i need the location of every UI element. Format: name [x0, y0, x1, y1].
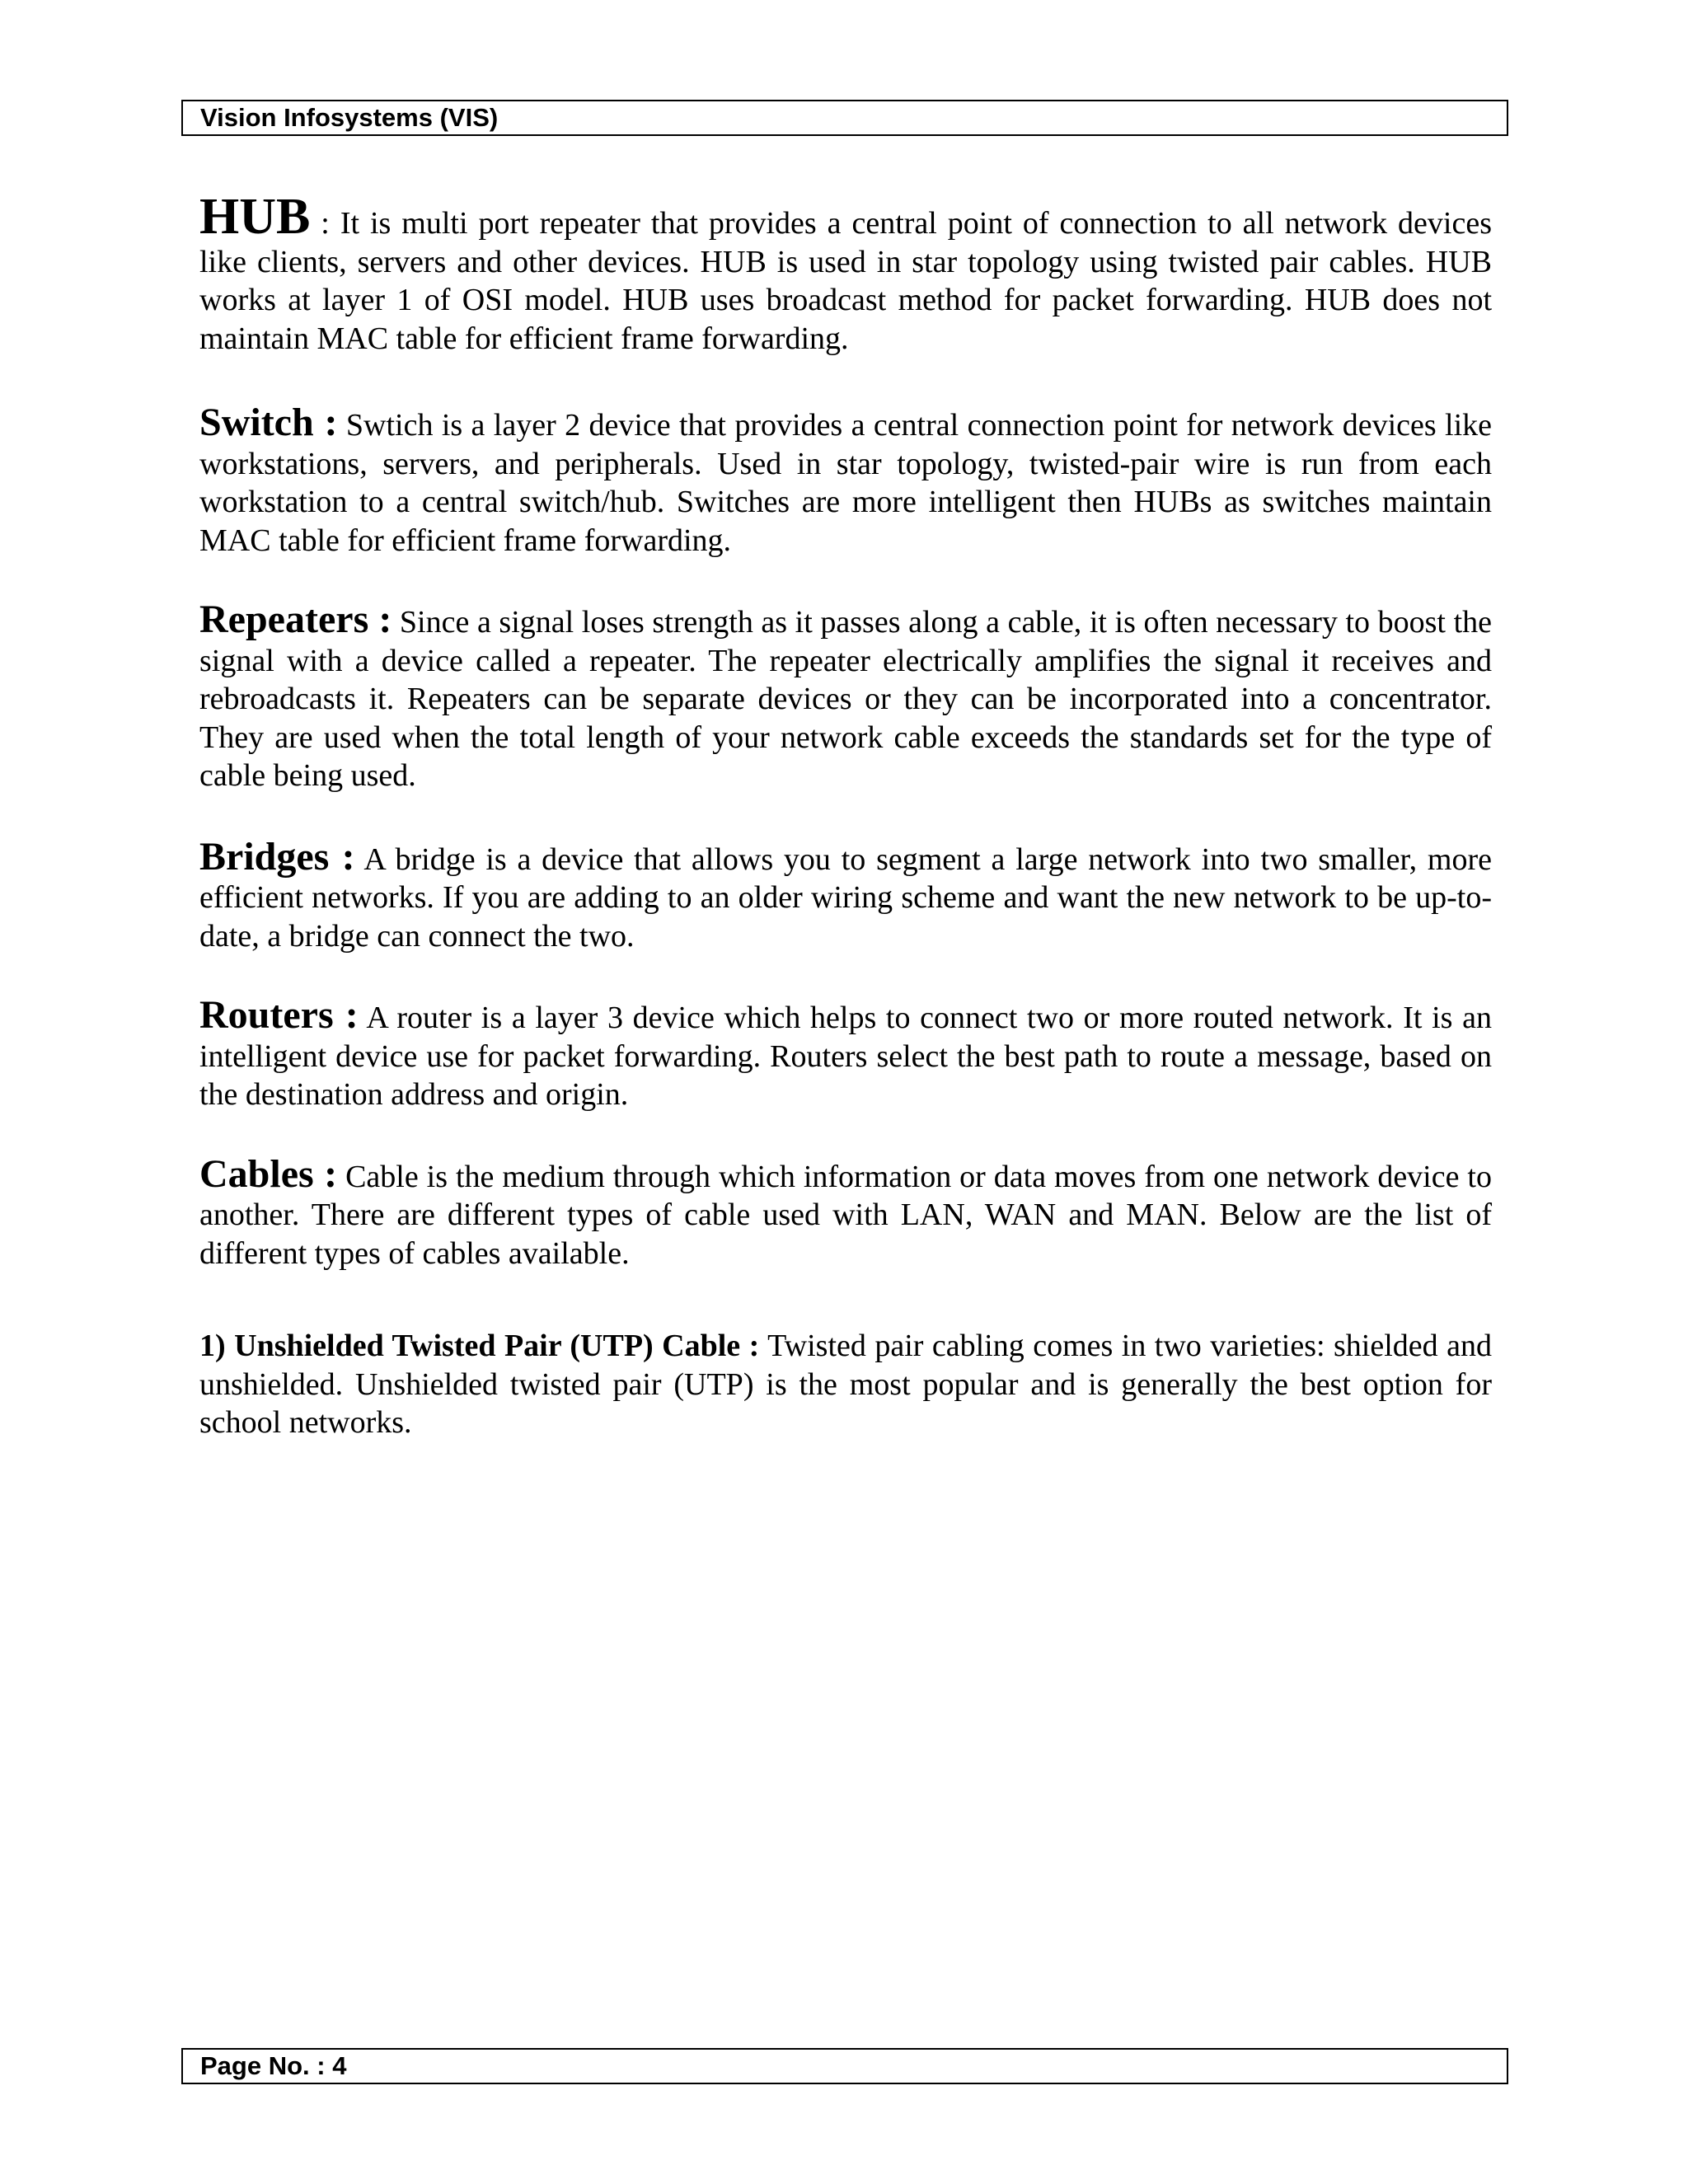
term-repeaters: Repeaters :	[199, 598, 392, 641]
page-footer	[181, 2048, 1508, 2084]
paragraph-hub	[199, 189, 1492, 358]
paragraph-cables	[199, 1151, 1492, 1273]
text-bridges: A bridge is a device that allows you to segment a large network into two smaller, more efficient networks. If you are adding to an older wiring scheme and want the new network to be up-to-date, a bridge can connect the two.	[199, 841, 1492, 954]
paragraph-switch	[199, 401, 1492, 560]
text-utp: Twisted pair cabling comes in two varieties: shielded and unshielded. Unshielded twisted pair (UTP) is the most popular and is generally the best option for school networks.	[199, 1329, 1492, 1440]
term-hub: HUB	[199, 189, 311, 245]
text-routers: A router is a layer 3 device which helps to connect two or more routed network. It is an intelligent device use for packet forwarding. Routers select the best path to route a message, based on the destination address and origin.	[199, 1001, 1492, 1112]
term-routers: Routers :	[199, 993, 359, 1037]
paragraph-repeaters	[199, 598, 1492, 795]
term-utp: 1) Unshielded Twisted Pair (UTP) Cable :	[199, 1329, 760, 1363]
term-cables: Cables :	[199, 1151, 338, 1196]
term-bridges: Bridges :	[199, 834, 355, 879]
paragraph-bridges	[199, 834, 1492, 956]
text-cables: Cable is the medium through which information or data moves from one network device to another. There are different types of cable used with LAN, WAN and MAN. Below are the list of different types of cables available.	[199, 1159, 1492, 1271]
text-repeaters: Since a signal loses strength as it passes along a cable, it is often necessary to boost the signal with a device called a repeater. The repeater electrically amplifies the signal it receives and rebroadcasts it. Repeaters can be separate devices or they can be incorporated into a concentrator. They are used when the total length of your network cable exceeds the standards set for the type of cable being used.	[199, 605, 1492, 793]
header-title: Vision Infosystems (VIS)	[200, 103, 499, 132]
paragraph-routers	[199, 993, 1492, 1114]
paragraph-utp	[199, 1327, 1492, 1442]
document-body	[199, 189, 1492, 1442]
page-header	[181, 100, 1508, 136]
page-number: Page No. : 4	[200, 2051, 347, 2080]
text-hub: : It is multi port repeater that provides a central point of connection to all network devices like clients, servers and other devices. HUB is used in star topology using twisted pair cables. HUB works at layer 1 of OSI model. HUB uses broadcast method for packet forwarding. HUB does not maintain MAC table for efficient frame forwarding.	[199, 206, 1492, 356]
text-switch: Swtich is a layer 2 device that provides a central connection point for network devices like workstations, servers, and peripherals. Used in star topology, twisted-pair wire is run from each workstation to a central switch/hub. Switches are more intelligent then HUBs as switches maintain MAC table for efficient frame forwarding.	[199, 408, 1492, 558]
term-switch: Switch :	[199, 401, 338, 444]
